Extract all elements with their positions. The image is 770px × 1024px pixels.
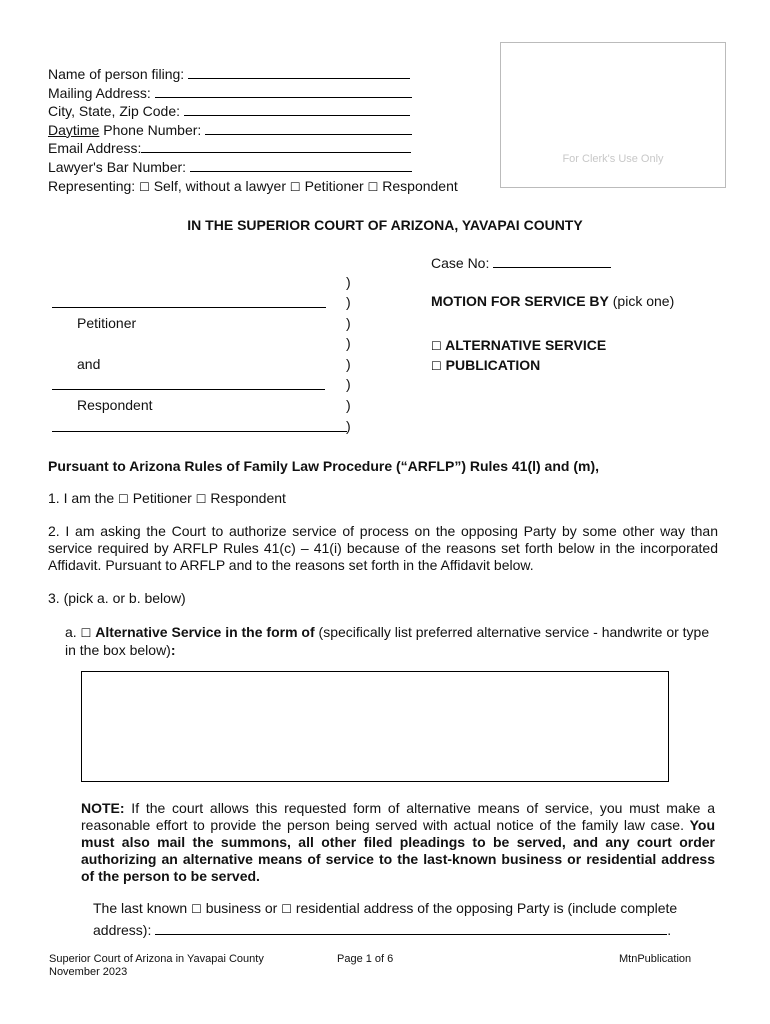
case-number-field[interactable] — [493, 253, 611, 268]
respondent-label: Respondent — [77, 397, 153, 413]
email-field[interactable] — [141, 138, 411, 153]
checkbox-item1-petitioner[interactable]: ☐ — [118, 492, 129, 506]
caption-paren: ) — [346, 376, 351, 392]
footer-date: November 2023 — [49, 966, 128, 978]
last-known-prefix: The last known — [93, 900, 188, 916]
bar-number-field[interactable] — [190, 157, 412, 172]
caption-bottom-line — [52, 431, 347, 432]
item-3: 3. (pick a. or b. below) — [48, 590, 186, 606]
note-paragraph — [81, 800, 715, 885]
and-label: and — [77, 356, 101, 372]
item3a-bold: Alternative Service in the form of — [95, 624, 315, 640]
option-pub-label: PUBLICATION — [445, 357, 541, 373]
mailing-address-field[interactable] — [155, 83, 412, 98]
representing-label: Representing: — [48, 178, 136, 194]
caption-paren: ) — [346, 418, 351, 434]
clerk-use-box — [500, 42, 726, 188]
case-number-row — [431, 253, 611, 271]
item-2: 2. I am asking the Court to authorize service of process on the opposing Party by some other way than service required by ARFLP Rules 41(c) – 41(i) because of the reasons set forth below in the incorporated Affidavit. Pursuant to ARFLP and to the reasons set forth in the Affidavit below. — [48, 523, 718, 573]
petitioner-name-line[interactable] — [52, 307, 326, 308]
note-label: NOTE: — [81, 800, 125, 816]
city-label: City, State, Zip Code: — [48, 103, 181, 119]
bar-label: Lawyer's Bar Number: — [48, 158, 187, 175]
caption-paren: ) — [346, 274, 351, 290]
address-row — [93, 920, 671, 938]
checkbox-respondent[interactable]: ☐ — [367, 180, 379, 194]
petitioner-label: Petitioner — [77, 315, 137, 331]
name-label: Name of person filing: — [48, 66, 185, 82]
mailing-label: Mailing Address: — [48, 84, 151, 101]
footer-form-id: MtnPublication — [619, 953, 692, 965]
phone-row — [48, 120, 412, 140]
mailing-address-row — [48, 83, 412, 103]
address-end: . — [667, 922, 672, 938]
checkbox-petitioner[interactable]: ☐ — [289, 180, 301, 194]
item-3a — [65, 624, 720, 659]
checkbox-alternative-service[interactable]: ☐ — [431, 339, 442, 353]
alternative-service-textbox[interactable] — [81, 671, 669, 782]
footer-court: Superior Court of Arizona in Yavapai County — [49, 953, 264, 965]
last-known-residential: residential address of the opposing Party is (include complete — [295, 900, 678, 916]
caption-paren: ) — [346, 294, 351, 310]
checkbox-self[interactable]: ☐ — [139, 180, 150, 194]
item1-respondent: Respondent — [210, 490, 286, 506]
motion-title-rest: (pick one) — [608, 293, 675, 309]
checkbox-item3a[interactable]: ☐ — [80, 626, 92, 640]
item-1 — [48, 490, 718, 508]
item1-prefix: 1. I am the — [48, 490, 115, 506]
phone-label: Phone Number: — [99, 121, 202, 138]
caption-paren: ) — [346, 356, 351, 372]
pursuant-heading: Pursuant to Arizona Rules of Family Law Procedure (“ARFLP”) Rules 41(l) and (m), — [48, 458, 599, 474]
checkbox-residential[interactable]: ☐ — [281, 902, 292, 916]
address-field[interactable] — [155, 920, 667, 935]
footer-left — [49, 953, 264, 979]
rep-self-label: Self, without a lawyer — [153, 178, 287, 194]
checkbox-publication[interactable]: ☐ — [431, 359, 442, 373]
caption-paren: ) — [346, 335, 351, 351]
representing-row — [48, 177, 458, 197]
note-bold-text: You must also mail the summons, all other filed pleadings to be served, and any court order authorizing an alternative means of service to the last-known business or residential address of the person to be served. — [81, 817, 715, 884]
city-state-zip-row — [48, 101, 410, 121]
last-known-row — [93, 900, 713, 916]
respondent-name-line[interactable] — [52, 389, 325, 390]
name-field[interactable] — [188, 64, 410, 79]
email-row — [48, 138, 411, 158]
last-known-business: business or — [205, 900, 278, 916]
city-state-zip-field[interactable] — [184, 101, 410, 116]
item3a-prefix: a. — [65, 624, 77, 640]
phone-field[interactable] — [205, 120, 412, 135]
item3a-rest: (specifically list preferred alternative service - handwrite or type in the box below) — [65, 624, 710, 658]
option-publication[interactable] — [431, 357, 540, 373]
case-no-label: Case No: — [431, 255, 490, 271]
motion-title-bold: MOTION FOR SERVICE BY — [431, 293, 609, 309]
item3a-colon: : — [170, 642, 176, 658]
email-label: Email Address: — [48, 140, 142, 156]
caption-paren: ) — [346, 315, 351, 331]
motion-title — [431, 293, 674, 309]
note-text: If the court allows this requested form of alternative means of service, you must make a reasonable effort to provide the person being served with actual notice of the family law case. — [81, 800, 715, 833]
checkbox-item1-respondent[interactable]: ☐ — [195, 492, 207, 506]
bar-number-row — [48, 157, 412, 177]
checkbox-business[interactable]: ☐ — [191, 902, 202, 916]
option-alt-label: ALTERNATIVE SERVICE — [445, 337, 607, 353]
footer-page-number: Page 1 of 6 — [337, 953, 394, 965]
name-of-person-filing-row — [48, 64, 410, 84]
caption-paren: ) — [346, 397, 351, 413]
phone-label-daytime: Daytime — [48, 121, 100, 138]
address-label: address): — [93, 922, 152, 938]
court-title: IN THE SUPERIOR COURT OF ARIZONA, YAVAPAI COUNTY — [187, 217, 583, 233]
option-alternative-service[interactable] — [431, 337, 606, 353]
rep-respondent-label: Respondent — [382, 178, 458, 194]
item1-petitioner: Petitioner — [132, 490, 192, 506]
rep-petitioner-label: Petitioner — [304, 178, 364, 194]
clerk-use-label: For Clerk's Use Only — [562, 153, 664, 165]
